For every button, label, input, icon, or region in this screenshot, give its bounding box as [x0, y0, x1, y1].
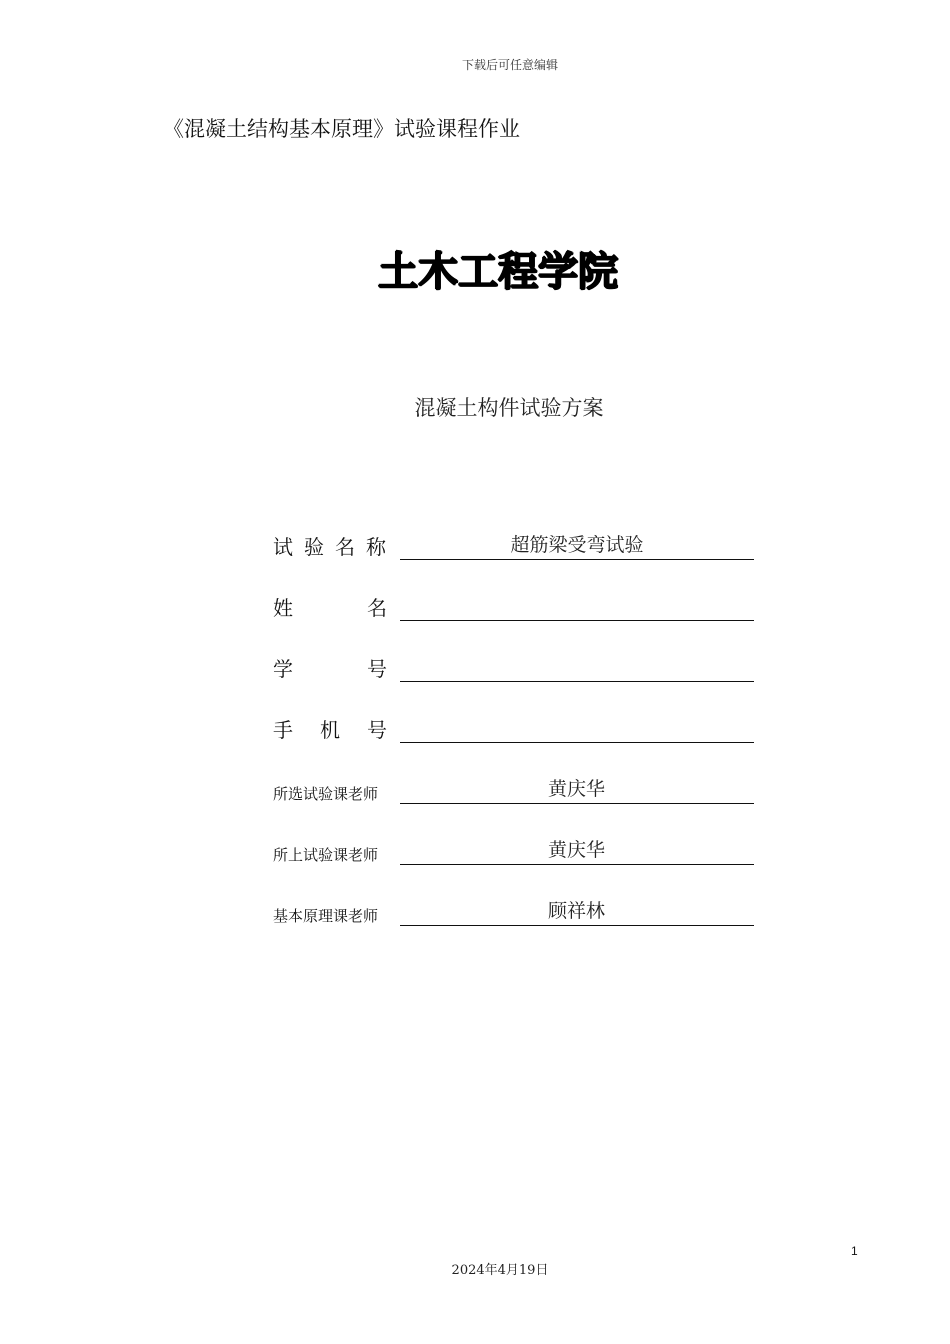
underline — [400, 742, 754, 743]
field-label-student-id: 学号 — [273, 657, 461, 681]
field-value-attended-lab-teacher[interactable]: 黄庆华 — [547, 839, 605, 861]
underline — [400, 559, 754, 560]
field-label-test-name: 试验名称 — [273, 535, 397, 559]
field-value-test-name[interactable]: 超筋梁受弯试验 — [510, 534, 644, 556]
underline — [400, 803, 754, 804]
school-logo-calligraphy: 土木工程学院 — [378, 248, 618, 295]
field-label-selected-lab-teacher: 所选试验课老师 — [273, 785, 379, 803]
header-note: 下载后可任意编辑 — [461, 58, 558, 72]
underline — [400, 681, 754, 682]
field-row-theory-teacher — [273, 896, 754, 926]
underline — [400, 864, 754, 865]
field-row-phone — [273, 713, 754, 743]
field-row-student-id — [273, 652, 754, 682]
underline — [400, 620, 754, 621]
page-number: 1 — [851, 1244, 858, 1258]
field-row-attended-lab-teacher — [273, 835, 754, 865]
document-title: 混凝土构件试验方案 — [414, 396, 604, 420]
footer-date: 2024年4月19日 — [451, 1263, 549, 1278]
field-label-phone: 手机号 — [273, 718, 414, 742]
field-value-theory-teacher[interactable]: 顾祥林 — [547, 900, 605, 922]
field-row-name — [273, 591, 754, 621]
field-label-attended-lab-teacher: 所上试验课老师 — [273, 846, 379, 864]
field-row-selected-lab-teacher — [273, 774, 754, 804]
field-row-test-name — [273, 530, 754, 560]
course-title: 《混凝土结构基本原理》试验课程作业 — [163, 117, 520, 141]
underline — [400, 925, 754, 926]
field-value-selected-lab-teacher[interactable]: 黄庆华 — [547, 778, 605, 800]
field-label-name: 姓名 — [273, 596, 461, 620]
field-label-theory-teacher: 基本原理课老师 — [273, 907, 379, 925]
